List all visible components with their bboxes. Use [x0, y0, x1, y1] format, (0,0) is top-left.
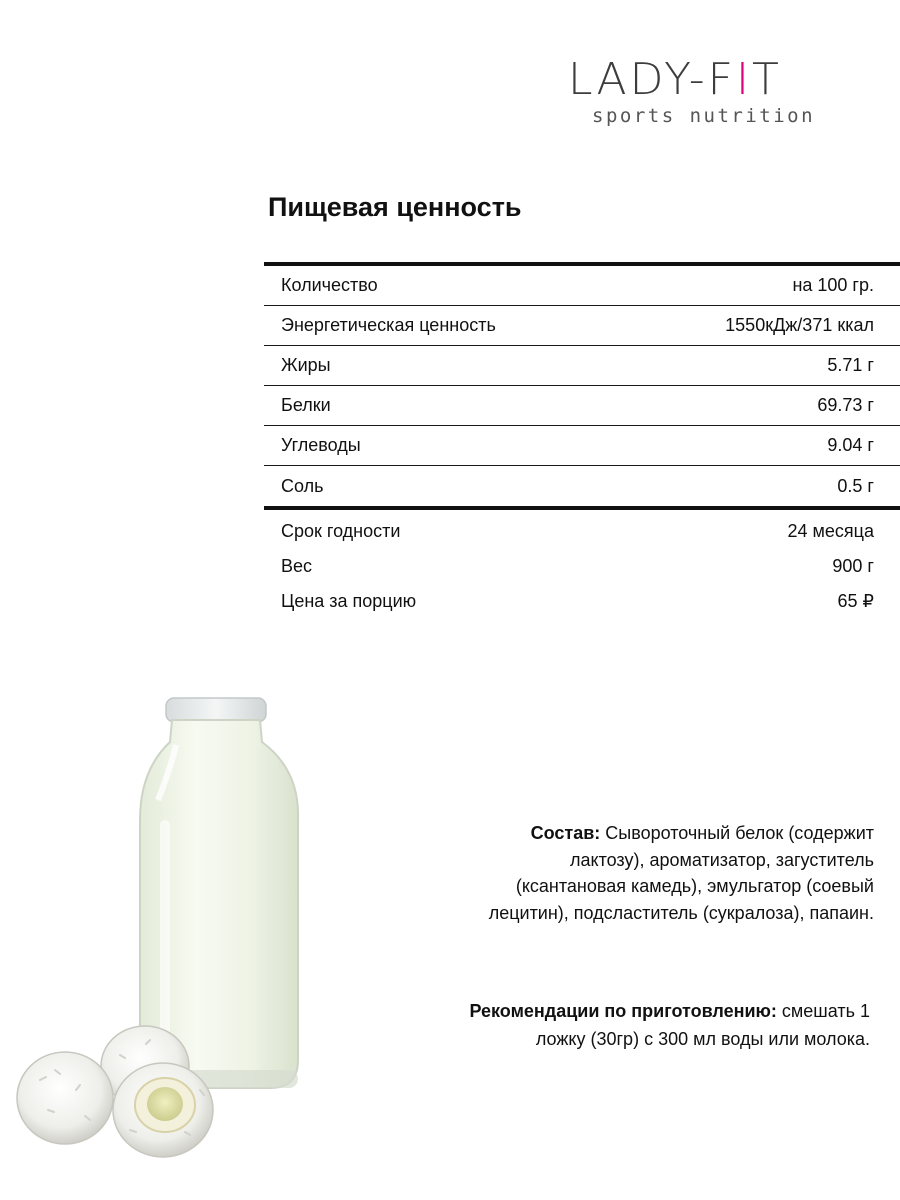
preparation-body: смешать 1 ложку (30гр) с 300 мл воды или молока.	[535, 1001, 870, 1049]
composition-text	[470, 820, 874, 926]
brand-name: LADY-FIT	[568, 54, 782, 105]
table-row	[264, 466, 900, 506]
preparation-text	[420, 997, 870, 1053]
composition-body: Сывороточный белок (содержит лактозу), ароматизатор, загуститель (ксантановая камедь), эмульгатор (соевый лецитин), подсластитель (сукралоза), папаин.	[488, 823, 874, 923]
row-label: Белки	[281, 395, 331, 415]
table-row	[264, 346, 900, 386]
info-label: Срок годности	[281, 521, 401, 541]
table-row	[264, 386, 900, 426]
brand-logo	[568, 55, 868, 135]
table-row	[264, 306, 900, 346]
product-info-list	[264, 514, 900, 619]
info-label: Вес	[281, 556, 313, 576]
product-illustration	[0, 690, 320, 1170]
row-value: 69.73 г	[817, 395, 874, 415]
list-item	[264, 584, 900, 619]
page-title: Пищевая ценность	[268, 192, 522, 222]
row-label: Углеводы	[281, 435, 361, 455]
row-value: 0.5 г	[837, 475, 874, 496]
row-value: 9.04 г	[827, 435, 874, 455]
list-item	[264, 549, 900, 584]
row-value: на 100 гр.	[792, 275, 874, 295]
row-label: Количество	[281, 275, 378, 295]
coconut-candies	[17, 1026, 213, 1157]
info-value: 24 месяца	[787, 521, 874, 541]
row-label: Жиры	[281, 355, 331, 375]
list-item	[264, 514, 900, 549]
composition-label: Состав:	[530, 823, 601, 843]
row-value: 1550кДж/371 ккал	[725, 315, 874, 335]
info-label: Цена за порцию	[281, 591, 417, 611]
preparation-label: Рекомендации по приготовлению:	[469, 1001, 777, 1021]
row-label: Энергетическая ценность	[281, 315, 496, 335]
nutrition-table	[264, 262, 900, 510]
info-value: 65 ₽	[837, 591, 874, 611]
table-row	[264, 266, 900, 306]
brand-tagline: sports nutrition	[592, 105, 816, 127]
row-label: Соль	[281, 475, 324, 496]
brand-accent-letter: I	[735, 54, 752, 105]
row-value: 5.71 г	[827, 355, 874, 375]
info-value: 900 г	[832, 556, 874, 576]
table-row	[264, 426, 900, 466]
